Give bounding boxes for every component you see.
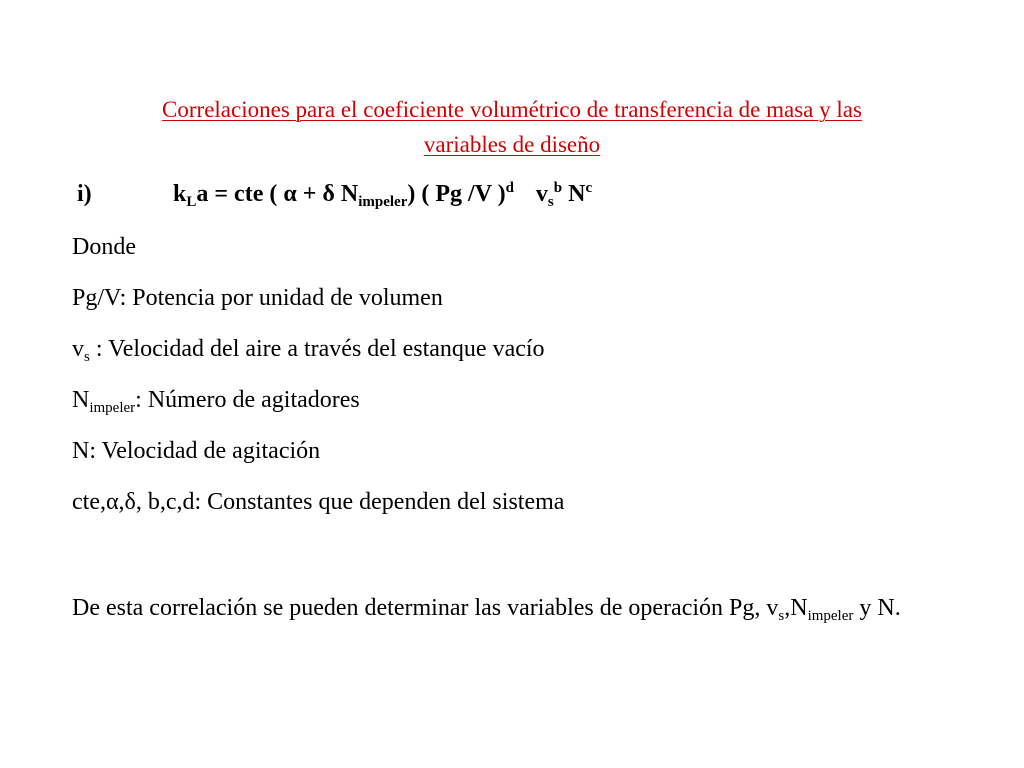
conclusion-sub-2: impeler — [807, 608, 854, 624]
formula-v-exponent: b — [553, 180, 563, 196]
definition-nimpeler — [72, 385, 360, 415]
conclusion-text-3: y N. — [853, 595, 901, 621]
definition-vs — [72, 334, 545, 364]
formula-pg-v-exponent: d — [505, 180, 514, 196]
formula-pg-v: ) ( Pg /V ) — [407, 181, 506, 207]
definition-pg-v: Pg/V: Potencia por unidad de volumen — [72, 285, 443, 311]
definition-nimpeler-subscript: impeler — [89, 400, 136, 416]
definition-vs-subscript: s — [84, 349, 90, 365]
definition-nimpeler-symbol: N — [72, 387, 90, 413]
formula-k: k — [173, 181, 187, 207]
conclusion-sub-1: s — [778, 608, 785, 624]
conclusion-paragraph — [72, 592, 952, 625]
title-line-2: variables de diseño — [423, 132, 601, 157]
formula-alpha-plus-delta: α + δ — [283, 181, 335, 207]
definition-donde: Donde — [72, 234, 136, 260]
conclusion-text-1: De esta correlación se pueden determinar las variables de operación Pg, v — [72, 595, 779, 621]
formula-n-subscript: impeler — [358, 194, 408, 210]
formula-n: N — [334, 181, 359, 207]
formula-k-subscript: L — [186, 194, 197, 210]
formula-a-equals: a = cte ( — [196, 181, 284, 207]
formula-n2: N — [562, 181, 586, 207]
formula-v: v — [535, 181, 548, 207]
definition-n: N: Velocidad de agitación — [72, 438, 321, 464]
formula-label: i) — [77, 181, 92, 207]
conclusion-text-2: ,N — [784, 595, 808, 621]
slide-title — [60, 92, 964, 162]
definition-vs-symbol: v — [72, 336, 84, 362]
formula-v-subscript: s — [547, 194, 554, 210]
kla-correlation-formula — [77, 176, 977, 212]
definition-vs-text: : Velocidad del aire a través del estanque vacío — [89, 336, 545, 362]
definition-constants: cte,α,δ, b,c,d: Constantes que dependen del sistema — [72, 489, 565, 515]
definition-nimpeler-text: : Número de agitadores — [135, 387, 360, 413]
formula-n2-exponent: c — [585, 180, 593, 196]
title-line-1: Correlaciones para el coeficiente volumétrico de transferencia de masa y las — [162, 97, 862, 122]
